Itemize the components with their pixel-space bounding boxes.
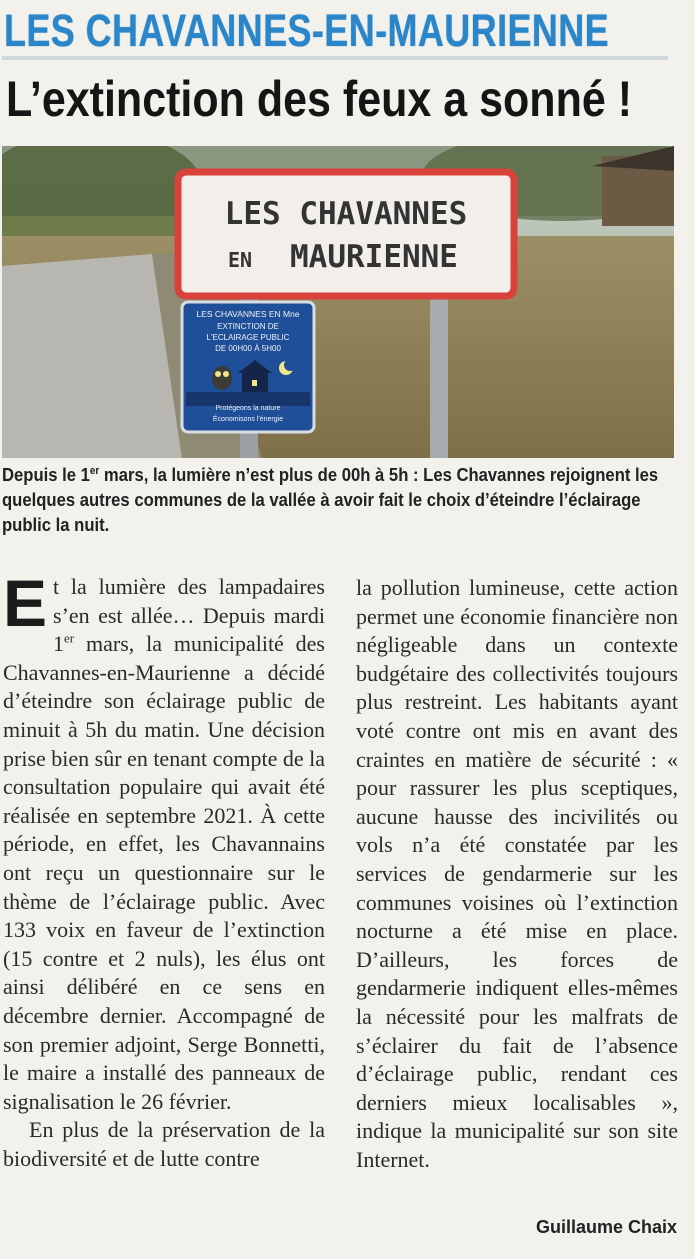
sign-post-right [430,296,448,458]
paragraph-1-a: t la lumière des lampadaires s’en est allée… Depuis mardi 1 [53,574,325,657]
photo-illustration [2,146,674,458]
caption-sup: er [89,464,100,477]
panel-bottom-2: Économisons l'énergie [212,416,284,423]
sign-line-2-prefix: EN [228,248,253,272]
kicker-title: LES CHAVANNES-EN-MAURIENNE [4,5,610,56]
sign-line-1: LES CHAVANNES [224,196,468,232]
panel-line-4: DE 00H00 À 5H00 [215,344,281,353]
paragraph-2-start: En plus de la préservation de la biodiversité et de lutte contre [3,1117,325,1171]
owl-icon [212,366,232,390]
photo-caption [2,462,691,537]
town-sign [178,172,514,296]
sign-line-2: MAURIENNE [290,239,458,275]
caption-part-1: Depuis le 1 [2,464,90,485]
panel-line-1: LES CHAVANNES EN Mne [196,309,300,319]
article-photo [2,146,674,458]
paragraph-1-b: mars, la municipalité des Chavannes-en-Maurienne a décidé d’éteindre son éclairage public de minuit à 5h du matin. Une décision prise bien sûr en tenant compte de la consultation populaire qui avait été réalisée en septembre 2021. À cette période, en effet, les Chavannains ont reçu un questionnaire sur le thème de l’éclairage public. Avec 133 voix en faveur de l’extinction (15 contre et 2 nuls), les élus ont ainsi délibéré en ce sens en décembre dernier. Accompagné de son premier adjoint, Serge Bonnetti, le maire a installé des panneaux de signalisation le 26 février. [3,631,325,1114]
panel-bottom-1: Protégeons la nature [215,405,281,412]
article-column-2 [356,574,678,1174]
panel-line-2: EXTINCTION DE [217,322,279,331]
author-byline: Guillaume Chaix [535,1217,677,1237]
article-column-1 [3,566,325,1173]
caption-part-2: mars, la lumière n’est plus de 00h à 5h : Les Chavannes rejoignent les quelques autres communes de la vallée à avoir fait le choix d’éteindre l’éclairage public la nuit. [2,464,659,535]
paragraph-2-continued: la pollution lumineuse, cette action permet une économie financière non négligeable dans un contexte budgétaire des collectivités toujours plus restreint. Les habitants ayant voté contre ont mis en avant des craintes en matière de sécurité : « pour rassurer les plus sceptiques, aucune hausse des incivilités ou vols n’a été constatée par les services de gendarmerie sur les communes voisines où l’extinction nocturne a été mise en place. D’ailleurs, les forces de gendarmerie indiquent elles-mêmes la nécessité pour les malfrats de s’éclairer du fait de l’absence d’éclairage public, rendant ces derniers mieux localisables », indique la municipalité sur son site Internet. [356,575,678,1172]
kicker-rule [2,56,668,60]
drop-cap: E [3,566,48,640]
headline: L’extinction des feux a sonné ! [6,71,633,127]
photo-road [2,254,182,458]
panel-line-3: L'ECLAIRAGE PUBLIC [206,333,290,342]
paragraph-1-sup: er [64,630,75,646]
